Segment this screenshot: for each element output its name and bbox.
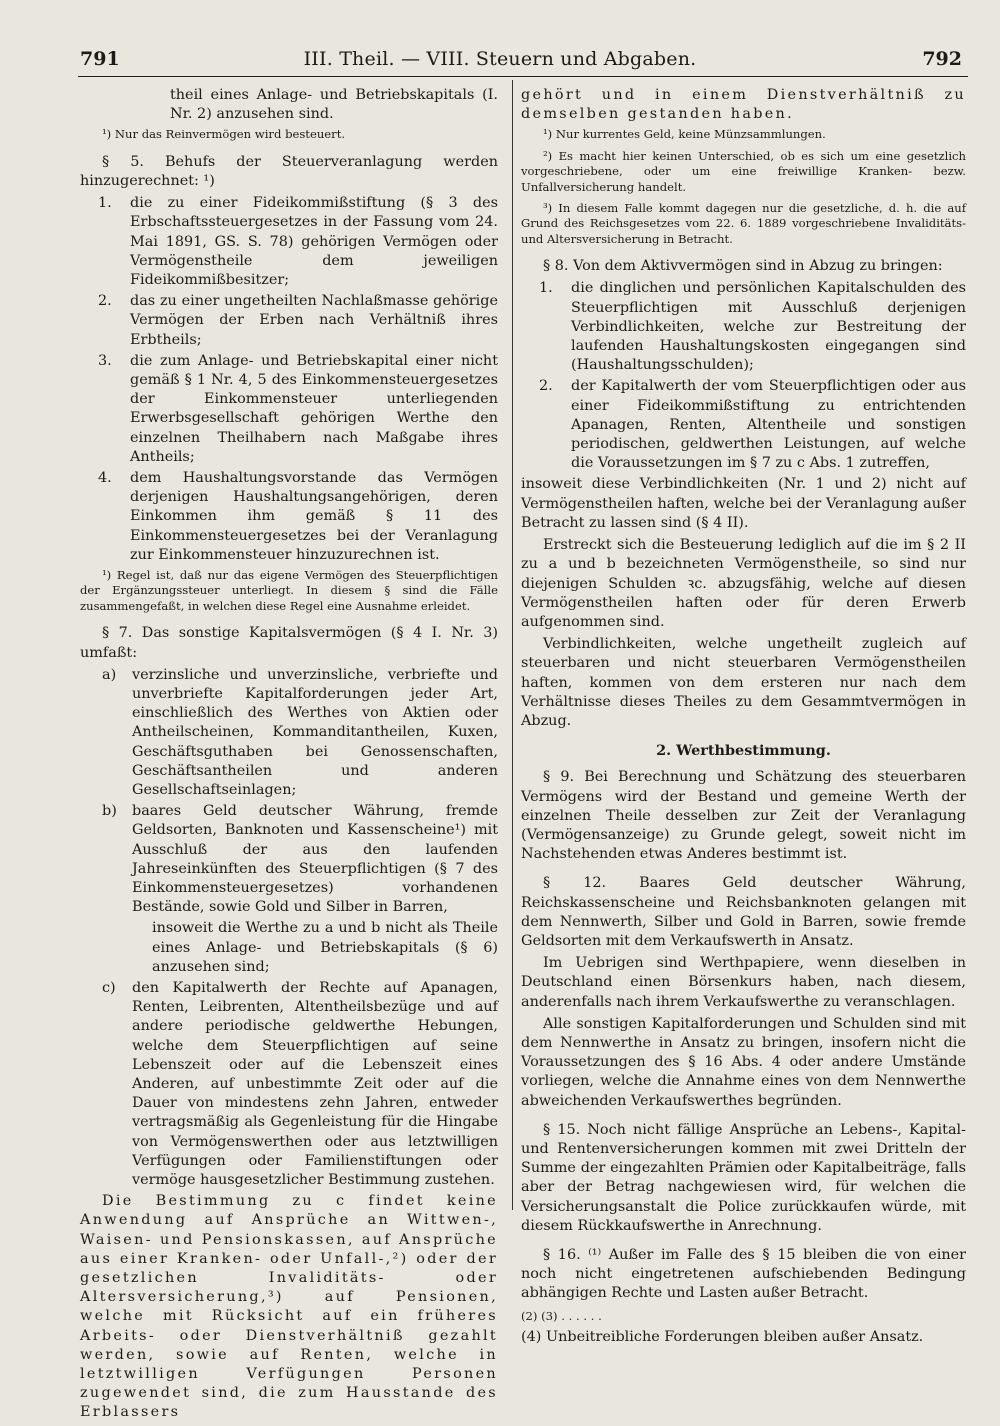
list-marker: 4. [98, 470, 112, 487]
list-continuation: insoweit die Werthe zu a und b nicht als Theile eines Anlage- und Betriebskapitals (§ 6) anzusehen sind; [152, 920, 498, 975]
spaced-paragraph: Die Bestimmung zu c findet keine Anwendung auf Ansprüche an Wittwen-, Waisen- und Pensionskassen, auf Ansprüche aus einer Kranken- oder Unfall-,²) oder der gesetzlichen Invaliditäts- oder Altersversicherung,³) auf Pensionen, welche mit Rücksicht auf ein früheres Arbeits- oder Dienstverhältniß gezahlt werden, sowie auf Renten, welche in letztwilligen Verfügungen Personen zugewendet sind, die zum Hausstande des Erblassers [80, 1193, 498, 1421]
list-marker: 2. [98, 293, 112, 310]
section-16: § 16. ⁽¹⁾ Außer im Falle des § 15 bleiben die von einer noch nicht eingetretenen aufschiebenden Bedingung abhängigen Rechte und Lasten außer Betracht. [521, 1247, 966, 1302]
list-item-text: der Kapitalwerth der vom Steuerpflichtigen oder aus einer Fideikommißstiftung zu entrichtenden Apanagen, Renten, Altentheile und sonstigen periodischen, geldwerthen Leistungen, auf welche die Voraussetzungen im § 7 zu c Abs. 1 zutreffen, [571, 378, 966, 472]
list-item [80, 979, 498, 1190]
section-8-intro: § 8. Von dem Aktivvermögen sind in Abzug zu bringen: [543, 258, 943, 275]
right-column [521, 86, 966, 1350]
page-number-right: 792 [922, 48, 962, 70]
list-item-text: verzinsliche und unverzinsliche, verbriefte und unverbriefte Kapitalforderungen jeder Art, einschließlich des Werthes von Aktien oder Antheilscheinen, Kommanditantheilen, Kuxen, Geschäftsguthaben bei Genossenschaften, Geschäftsantheilen und anderen Gesellschaftseinlagen; [132, 666, 498, 798]
list-item-text: die zum Anlage- und Betriebskapital einer nicht gemäß § 1 Nr. 4, 5 des Einkommensteuergesetzes der Einkommensteuer unterliegenden Erwerbsgesellschaft gehörigen Werthe den einzelnen Theilhabern nach Maßgabe ihres Antheils; [130, 352, 498, 465]
list-marker: 1. [539, 280, 553, 297]
list-marker: b) [102, 803, 117, 820]
list-marker: 2. [539, 378, 553, 395]
section-heading: 2. Werthbestimmung. [656, 742, 831, 760]
list-item [80, 194, 498, 290]
footnote: ¹) Nur kurrentes Geld, keine Münzsammlungen. [543, 127, 826, 142]
left-column [80, 86, 498, 1426]
omission-marker: (2) (3) . . . . . . [521, 1308, 602, 1323]
section-7-intro: § 7. Das sonstige Kapitalsvermögen (§ 4 I. Nr. 3) umfaßt: [80, 625, 498, 661]
list-item [521, 279, 966, 375]
list-item-text: dem Haushaltungsvorstande das Vermögen derjenigen Haushaltungsangehörigen, deren Einkommen ihm gemäß § 11 des Einkommensteuergesetzes bei der Veranlagung zur Einkommensteuer hinzuzurechnen ist. [130, 470, 498, 563]
section-12: § 12. Baares Geld deutscher Währung, Reichskassenscheine und Reichsbanknoten gelangen mit dem Nennwerth, Silber und Gold in Barren, sowie fremde Geldsorten mit dem Verkaufswerth in Ansatz. [521, 875, 966, 949]
list-marker: 3. [98, 352, 112, 369]
header-rule [78, 76, 968, 77]
section-5-intro: § 5. Behufs der Steuerveranlagung werden hinzugerechnet: ¹) [80, 153, 498, 190]
paragraph: Verbindlichkeiten, welche ungetheilt zugleich auf steuerbaren und nicht steuerbaren Vermögenstheilen haften, kommen von dem ersteren nur nach dem Verhältnisse dieses Theiles zu dem Gesammtvermögen in Abzug. [521, 636, 966, 729]
list-item-text: die dinglichen und persönlichen Kapitalschulden des Steuerpflichtigen mit Ausschluß derjenigen Verbindlichkeiten, welche zur Bestreitung der laufenden Haushaltungskosten eingegangen sind (Haushaltungsschulden); [571, 280, 966, 374]
list-item [80, 802, 498, 917]
list-item [80, 666, 498, 800]
section-9: § 9. Bei Berechnung und Schätzung des steuerbaren Vermögens wird der Bestand und gemeine Werth der einzelnen Theile desselben zur Zeit der Veranlagung (Vermögensanzeige) zu Grunde gelegt, soweit nicht im Nachstehenden etwas Anderes bestimmt ist. [521, 769, 966, 863]
paragraph: Im Uebrigen sind Werthpapiere, wenn dieselben in Deutschland einen Börsenkurs haben, nach diesem, anderenfalls nach ihrem Verkaufswerthe zu veranschlagen. [521, 955, 966, 1010]
section-15: § 15. Noch nicht fällige Ansprüche an Lebens-, Kapital- und Rentenversicherungen kommen mit zwei Dritteln der Summe der eingezahlten Prämien oder Kapitalbeiträge, falls aber der Betrag nachgewiesen wird, für welchen die Versicherungsanstalt die Police zurückkaufen würde, mit diesem Rückkaufswerthe in Anrechnung. [521, 1121, 966, 1234]
footnote: ²) Es macht hier keinen Unterschied, ob es sich um eine gesetzlich vorgeschriebene, oder um eine freiwillige Kranken- bezw. Unfallversicherung handelt. [521, 148, 966, 194]
list-item-text: baares Geld deutscher Währung, fremde Geldsorten, Banknoten und Kassenscheine¹) mit Ausschluß der aus den laufenden Jahreseinkünften des Steuerpflichtigen (§ 7 des Einkommensteuergesetzes) vorhandenen Bestände, sowie Gold und Silber in Barren, [132, 803, 498, 916]
page-header [0, 0, 1000, 86]
footnote: ³) In diesem Falle kommt dagegen nur die gesetzliche, d. h. die auf Grund des Reichsgesetzes vom 22. 6. 1889 vorgeschriebene Invaliditäts- und Altersversicherung in Betracht. [521, 201, 966, 246]
list-item-text: das zu einer ungetheilten Nachlaßmasse gehörige Vermögen der Erben nach Verhältniß ihres Erbtheils; [130, 293, 498, 348]
continuation-text: gehört und in einem Dienstverhältniß zu demselben gestanden haben. [521, 87, 966, 123]
list-item-text: den Kapitalwerth der Rechte auf Apanagen, Renten, Leibrenten, Altentheilsbezüge und auf andere periodische geldwerthe Hebungen, welche dem Steuerpflichtigen auf seine Lebenszeit oder auf die Lebenszeit eines Anderen, auf unbestimmte Zeit oder auf die Dauer von mindestens zehn Jahren, entweder vertragsmäßig als Gegenleistung für die Hingabe von Vermögenswerthen oder aus letztwilligen Verfügungen oder Familienstiftungen oder vermöge hausgesetzlicher Bestimmung zustehen. [132, 979, 498, 1188]
footnote: ¹) Regel ist, daß nur das eigene Vermögen des Steuerpflichtigen der Ergänzungssteuer unterliegt. In diesem § sind die Fälle zusammengefaßt, in welchen diese Regel eine Ausnahme erleidet. [80, 568, 498, 613]
list-marker: a) [102, 666, 117, 683]
footnote: ¹) Nur das Reinvermögen wird besteuert. [102, 127, 346, 142]
page-number-left: 791 [80, 48, 120, 70]
list-item [80, 292, 498, 350]
list-item [521, 377, 966, 473]
list-item [80, 352, 498, 467]
list-marker: 1. [98, 195, 112, 212]
list-item [80, 469, 498, 565]
list-marker: c) [102, 979, 116, 996]
paragraph: insoweit diese Verbindlichkeiten (Nr. 1 und 2) nicht auf Vermögenstheilen haften, welche bei der Veranlagung außer Betracht zu lassen sind (§ 4 II). [521, 476, 966, 531]
running-head: III. Theil. — VIII. Steuern und Abgaben. [303, 48, 697, 70]
paragraph: Erstreckt sich die Besteuerung lediglich auf die im § 2 II zu a und b bezeichneten Vermögenstheile, so sind nur diejenigen Schulden ꝛc. abzugsfähig, welche auf diesen Vermögenstheilen haften oder für deren Erwerb aufgenommen sind. [521, 537, 966, 630]
continuation-text: theil eines Anlage- und Betriebskapitals (I. Nr. 2) anzusehen sind. [170, 87, 498, 123]
column-divider [512, 80, 513, 1210]
list-item-text: die zu einer Fideikommißstiftung (§ 3 des Erbschaftssteuergesetzes in der Fassung vom 24. Mai 1891, GS. S. 78) gehörigen Vermögen oder Vermögenstheile dem jeweiligen Fideikommißbesitzer; [130, 195, 498, 289]
paragraph: (4) Unbeitreibliche Forderungen bleiben außer Ansatz. [521, 1328, 924, 1345]
paragraph: Alle sonstigen Kapitalforderungen und Schulden sind mit dem Nennwerthe in Ansatz zu bringen, insofern nicht die Voraussetzungen des § 16 Abs. 4 oder andere Umstände vorliegen, welche die Annahme eines von dem Nennwerthe abweichenden Verkaufswerthes begründen. [521, 1015, 966, 1109]
